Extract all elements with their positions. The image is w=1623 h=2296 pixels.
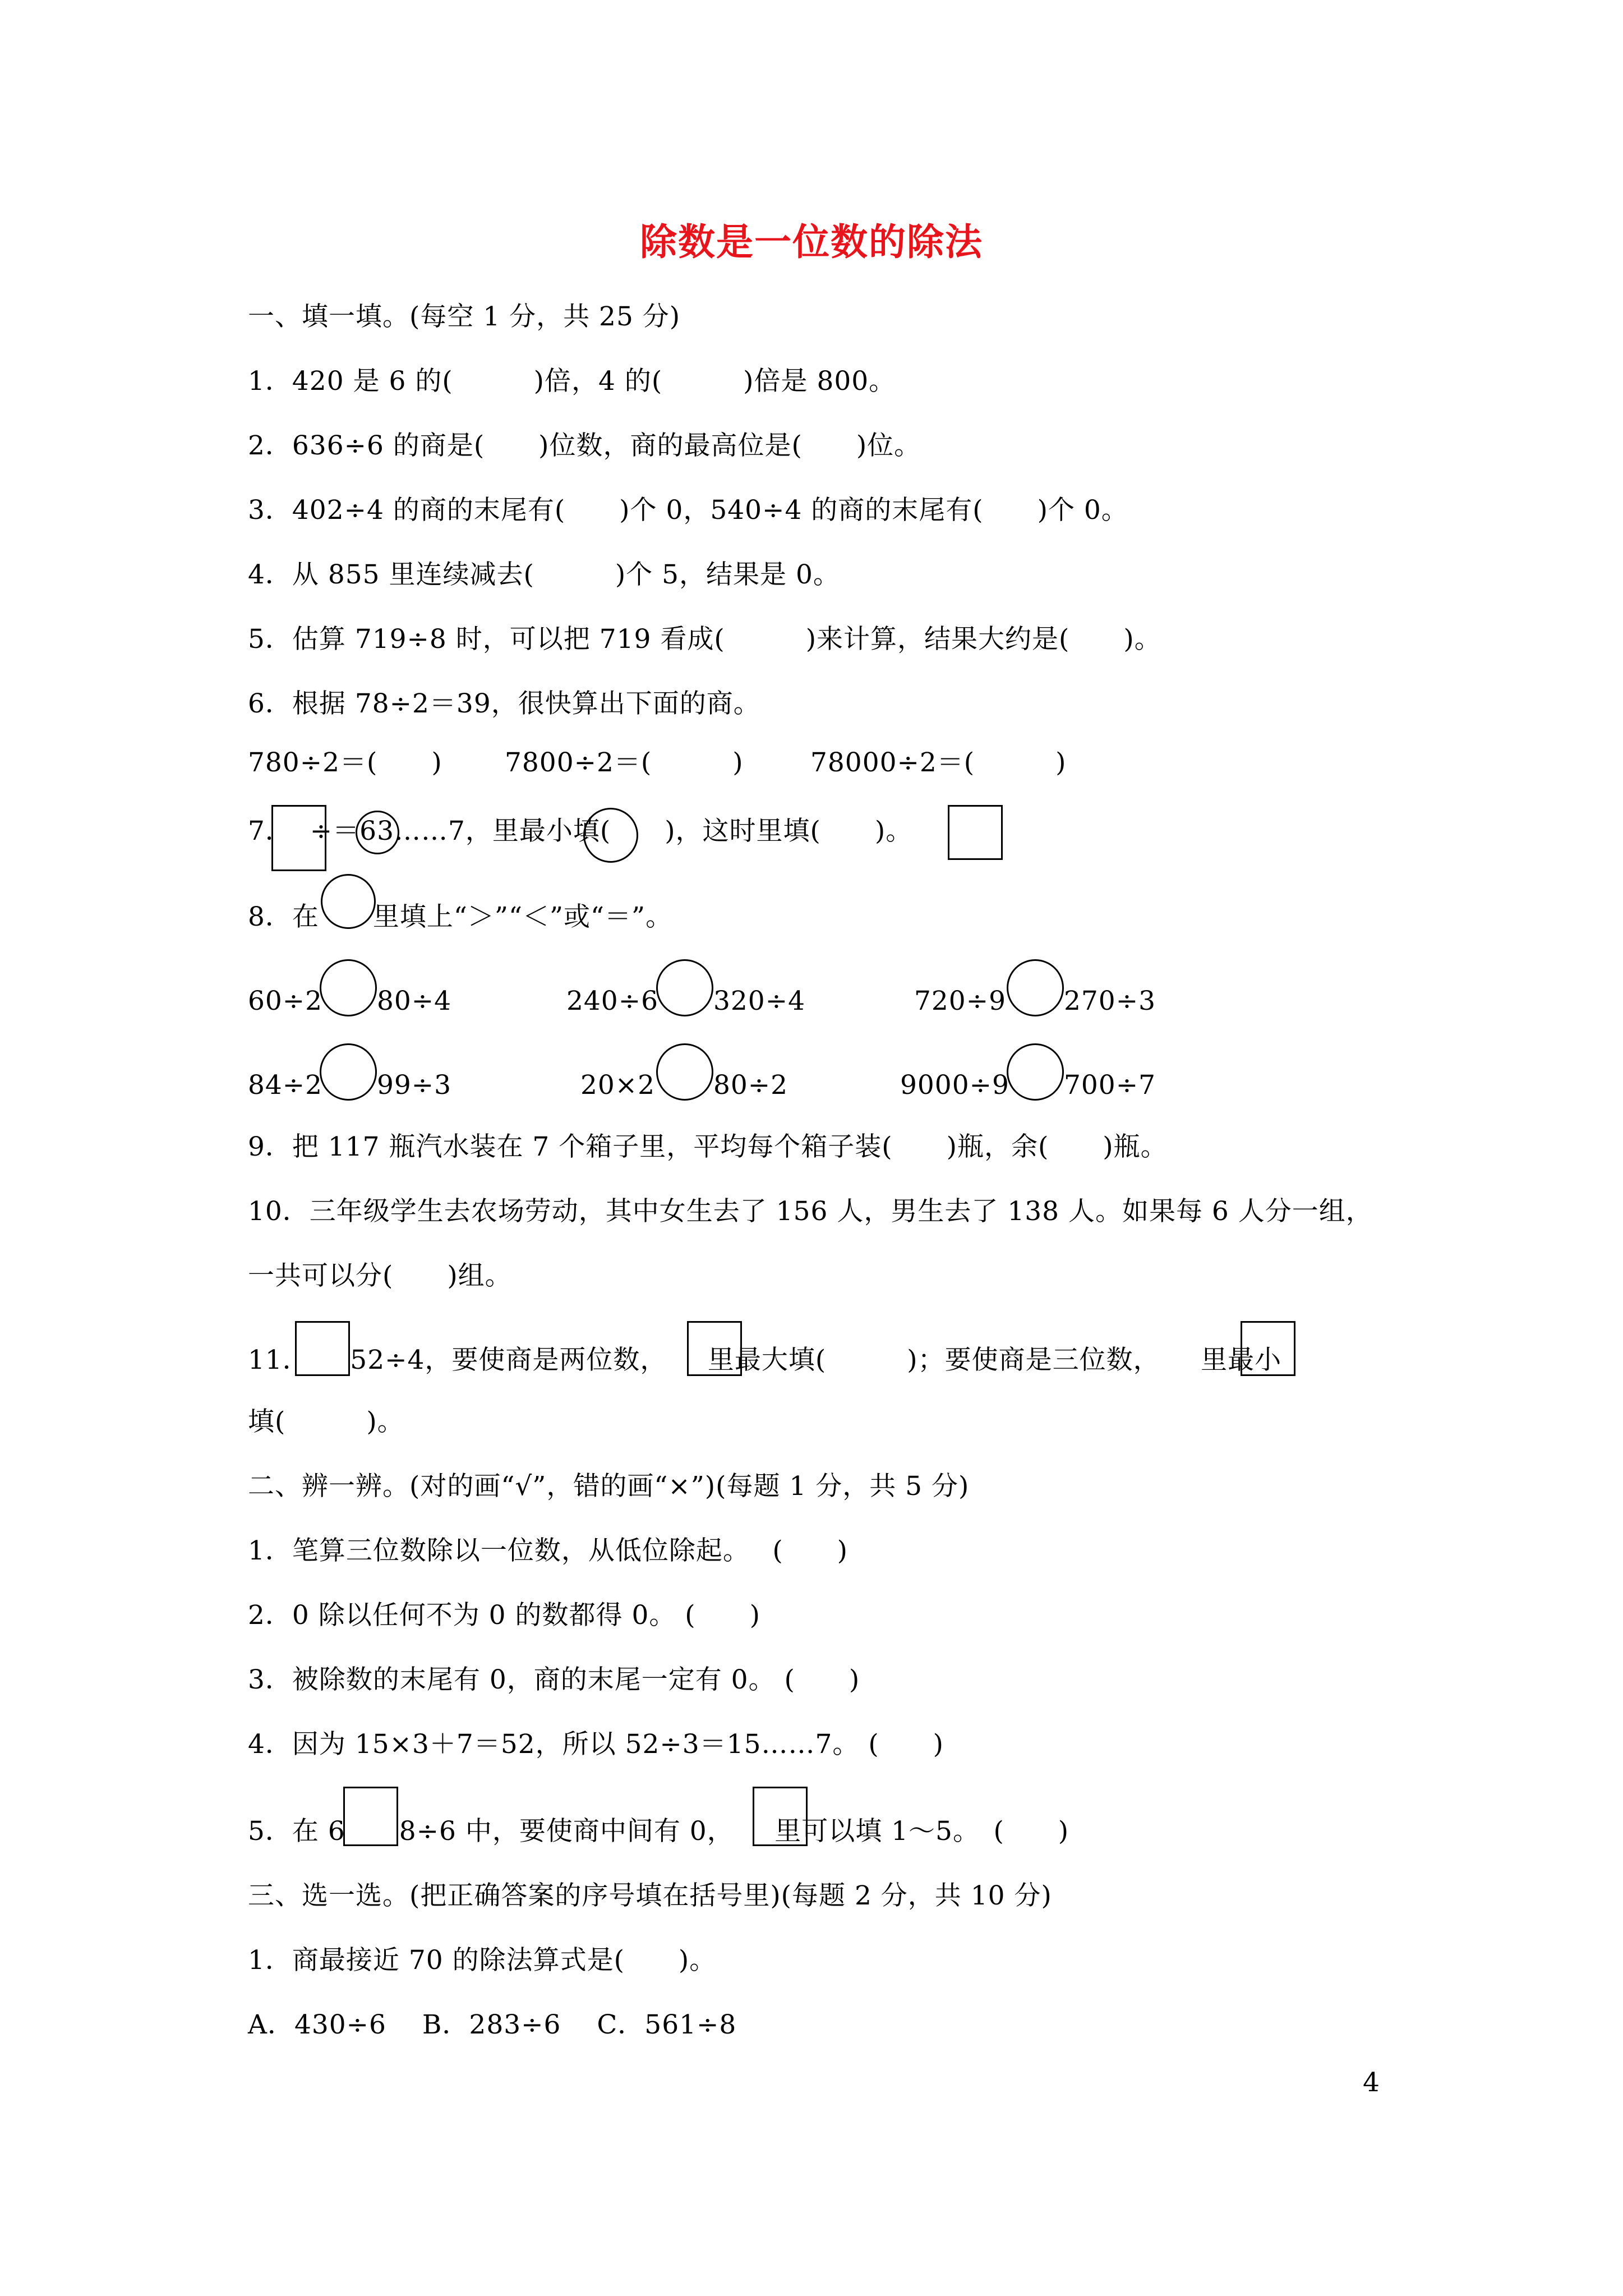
q8-circle-sample xyxy=(321,874,376,929)
q8-r1a-circle[interactable] xyxy=(320,959,377,1016)
section3-heading: 三、选一选。(把正确答案的序号填在括号里)(每题 2 分，共 10 分) xyxy=(248,1880,1052,1911)
q8-r2c-left: 9000÷9 xyxy=(900,1070,1009,1101)
q8-r1b-left: 240÷6 xyxy=(566,986,658,1016)
question-1-11-line2: 填( )。 xyxy=(248,1406,404,1437)
q7-circle-blank xyxy=(583,808,638,863)
question-1-9: 9．把 117 瓶汽水装在 7 个箱子里，平均每个箱子装( )瓶，余( )瓶。 xyxy=(248,1131,1168,1162)
question-1-6: 6．根据 78÷2＝39，很快算出下面的商。 xyxy=(248,688,760,719)
q8-r1b-circle[interactable] xyxy=(656,959,713,1016)
section1-heading: 一、填一填。(每空 1 分，共 25 分) xyxy=(248,301,681,332)
question-1-4: 4．从 855 里连续减去( )个 5，结果是 0。 xyxy=(248,559,840,590)
q8-r1a-right: 80÷4 xyxy=(377,986,452,1016)
page-number: 4 xyxy=(1363,2067,1380,2098)
q11-box-3 xyxy=(1241,1321,1295,1376)
q2-5-box-2 xyxy=(753,1787,808,1846)
q6-item-a: 780÷2＝( ) xyxy=(248,747,442,778)
question-1-1: 1．420 是 6 的( )倍，4 的( )倍是 800。 xyxy=(248,366,896,397)
question-2-4: 4．因为 15×3＋7＝52，所以 52÷3＝15……7。 ( ) xyxy=(248,1729,944,1760)
q8-r2c-circle[interactable] xyxy=(1007,1043,1064,1101)
q8-r1b-right: 320÷4 xyxy=(713,986,805,1016)
question-2-5: 5．在 6 8÷6 中，要使商中间有 0， 里可以填 1～5。 ( ) xyxy=(248,1816,1069,1847)
q8-r2b-left: 20×2 xyxy=(580,1070,656,1101)
q7-square-blank xyxy=(948,805,1003,860)
q2-5-box-1 xyxy=(343,1787,398,1846)
question-1-11-line1: 11． 52÷4，要使商是两位数， 里最大填( )；要使商是三位数， 里最小 xyxy=(248,1345,1282,1375)
q8-r1a-left: 60÷2 xyxy=(248,986,323,1016)
question-1-10-line1: 10．三年级学生去农场劳动，其中女生去了 156 人，男生去了 138 人。如果每 6 人分一组， xyxy=(248,1196,1373,1227)
q8-r2a-right: 99÷3 xyxy=(377,1070,452,1101)
q6-item-b: 7800÷2＝( ) xyxy=(505,747,744,778)
q8-r1c-right: 270÷3 xyxy=(1064,986,1156,1016)
q6-item-c: 78000÷2＝( ) xyxy=(810,747,1067,778)
q7-dividend-box xyxy=(271,805,326,871)
question-2-1: 1．笔算三位数除以一位数，从低位除起。 ( ) xyxy=(248,1535,849,1566)
q7-divisor-circle xyxy=(356,811,399,854)
section2-heading: 二、辨一辨。(对的画“√”，错的画“×”)(每题 1 分，共 5 分) xyxy=(248,1471,970,1502)
q8-r1c-circle[interactable] xyxy=(1007,959,1064,1016)
question-2-2: 2．0 除以任何不为 0 的数都得 0。 ( ) xyxy=(248,1600,760,1631)
q11-box-1 xyxy=(295,1321,350,1376)
q8-r1c-left: 720÷9 xyxy=(914,986,1006,1016)
question-1-7: 7． ÷＝63……7，里最小填( )，这时里填( )。 xyxy=(248,816,913,846)
q11-box-2 xyxy=(687,1321,742,1376)
question-1-5: 5．估算 719÷8 时，可以把 719 看成( )来计算，结果大约是( )。 xyxy=(248,624,1161,655)
q8-r2a-circle[interactable] xyxy=(320,1043,377,1101)
question-1-3: 3．402÷4 的商的末尾有( )个 0，540÷4 的商的末尾有( )个 0。 xyxy=(248,495,1128,526)
question-1-10-line2: 一共可以分( )组。 xyxy=(248,1260,512,1291)
question-1-2: 2．636÷6 的商是( )位数，商的最高位是( )位。 xyxy=(248,430,921,461)
question-3-1: 1．商最接近 70 的除法算式是( )。 xyxy=(248,1945,717,1976)
question-2-3: 3．被除数的末尾有 0，商的末尾一定有 0。 ( ) xyxy=(248,1664,860,1695)
q8-r2c-right: 700÷7 xyxy=(1064,1070,1156,1101)
q8-r2b-right: 80÷2 xyxy=(713,1070,789,1101)
question-1-8: 8．在 里填上“＞”“＜”或“＝”。 xyxy=(248,901,673,932)
page-title: 除数是一位数的除法 xyxy=(640,220,983,264)
q8-r2b-circle[interactable] xyxy=(656,1043,713,1101)
q8-r2a-left: 84÷2 xyxy=(248,1070,323,1101)
question-3-1-options: A．430÷6 B．283÷6 C．561÷8 xyxy=(248,2009,737,2040)
